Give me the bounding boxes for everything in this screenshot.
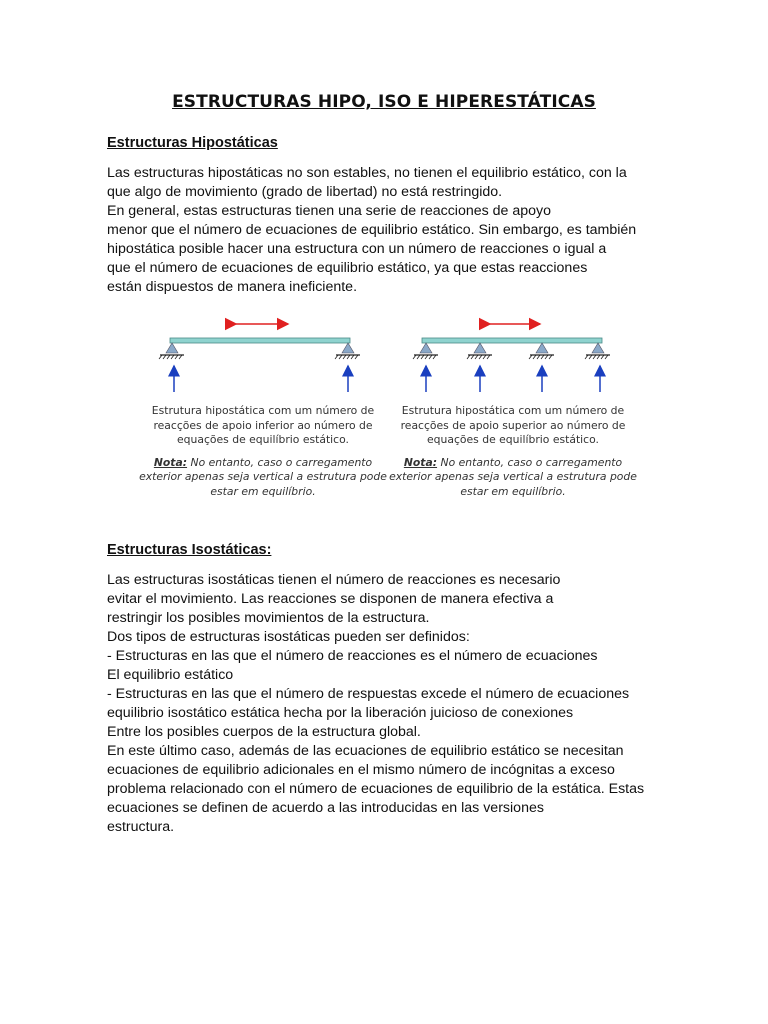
text-line: menor que el número de ecuaciones de equilibrio estático. Sin embargo, es también [107,222,637,238]
text-line: Las estructuras hipostáticas no son estables, no tienen el equilibrio estático, con la [107,165,627,181]
text-line: - Estructuras en las que el número de reacciones es el número de ecuaciones [107,648,598,664]
caption-line: equações de equilíbrio estático. [427,433,599,446]
caption-line: reacções de apoio superior ao número de [400,418,626,432]
text-line: evitar el movimiento. Las reacciones se disponen de manera efectiva a [107,591,554,607]
text-line: Las estructuras isostáticas tienen el número de reacciones es necesario [107,572,561,588]
support-icon [467,343,492,359]
note-line [388,456,638,471]
note-line [138,456,388,471]
left-figure-caption [138,404,388,499]
text-line: ecuaciones se definen de acuerdo a las introducidas en las versiones [107,800,544,816]
beam-diagrams [140,312,640,392]
beam-diagram-left [159,324,360,392]
note-label: Nota: [153,455,188,469]
caption-line: reacções de apoio inferior ao número de [153,418,373,432]
support-icon [585,343,610,359]
support-icon [413,343,438,359]
support-icon [335,343,360,359]
beam [170,338,350,343]
isostatic-heading: Estructuras Isostáticas: [107,542,272,558]
right-figure-caption [388,404,638,499]
caption-line: Estrutura hipostática com um número de [401,404,625,417]
support-icon [529,343,554,359]
text-line: problema relacionado con el número de ecuaciones de equilibrio de la estática. Estas [107,781,645,797]
note-line: estar em equilíbrio. [210,484,316,498]
text-line: equilibrio isostático estática hecha por la liberación juicioso de conexiones [107,705,574,721]
page-title: ESTRUCTURAS HIPO, ISO E HIPERESTÁTICAS [172,92,596,112]
note-text: No entanto, caso o carregamento [437,455,623,469]
text-line: - Estructuras en las que el número de respuestas excede el número de ecuaciones [107,686,630,702]
text-line: En este último caso, además de las ecuaciones de equilibrio estático se necesitan [107,743,624,759]
isostatic-paragraph [107,571,667,837]
text-line: El equilibrio estático [107,667,234,683]
support-icon [159,343,184,359]
caption-line: Estrutura hipostática com um número de [151,404,375,417]
text-line: están dispuestos de manera ineficiente. [107,279,358,295]
hypostatic-heading: Estructuras Hipostáticas [107,135,278,151]
note-text: No entanto, caso o carregamento [187,455,373,469]
text-line: Dos tipos de estructuras isostáticas pueden ser definidos: [107,629,470,645]
beam-diagram-right [413,324,610,392]
text-line: En general, estas estructuras tienen una serie de reacciones de apoyo [107,203,552,219]
text-line: estructura. [107,819,175,835]
text-line: restringir los posibles movimientos de la estructura. [107,610,430,626]
note-line: exterior apenas seja vertical a estrutura pode [389,470,637,483]
note-label: Nota: [403,455,438,469]
hypostatic-figure [140,312,640,512]
text-line: hipostática posible hacer una estructura con un número de reacciones o igual a [107,241,607,257]
hypostatic-paragraph [107,164,667,297]
text-line: que el número de ecuaciones de equilibrio estático, ya que estas reacciones [107,260,588,276]
beam [422,338,602,343]
text-line: que algo de movimiento (grado de libertad) no está restringido. [107,184,503,200]
note-line: estar em equilíbrio. [460,484,566,498]
note-line: exterior apenas seja vertical a estrutura pode [139,470,387,483]
caption-line: equações de equilíbrio estático. [177,433,349,446]
text-line: Entre los posibles cuerpos de la estructura global. [107,724,421,740]
text-line: ecuaciones de equilibrio adicionales en el mismo número de incógnitas a exceso [107,762,615,778]
